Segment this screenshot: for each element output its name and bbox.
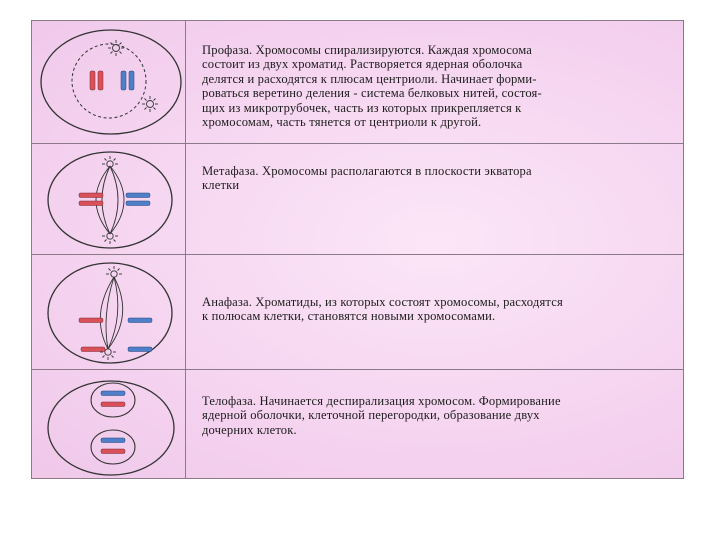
row-metaphase [32,144,683,255]
mitosis-phases-table [31,20,684,479]
chromosome-red [90,71,103,90]
cell-membrane [48,263,172,363]
prophase-description: Профаза. Хромосомы спирализируются. Каждая хромосома состоит из двух хроматид. Растворяется ядерная оболочка делятся и расходятся к плюсам центриоли. Начинает форми- роваться веретино деления - система белковых нитей, состоя- щих из микротрубочек, часть из которых прикрепляется к хромосомам, часть тянется от центриоли к другой. [202,43,542,130]
anaphase-illustration [32,255,186,369]
chromatid-red-top [79,318,103,323]
anaphase-description: Анафаза. Хроматиды, из которых состоят хромосомы, расходятся к полюсам клетки, становятся новыми хромосомами. [202,295,563,324]
chromatid-blue-bottom [128,347,152,352]
row-anaphase [32,255,683,370]
telophase-illustration [32,370,186,478]
metaphase-illustration [32,144,186,254]
chromosome-red [79,193,103,206]
spindle-fibers [96,166,124,234]
centriole-sun-icon [106,266,122,277]
chromosome-blue [121,71,134,90]
prophase-illustration [32,21,186,143]
chromosome-blue [126,193,150,206]
chromosome-red [101,449,125,454]
row-telophase [32,370,683,478]
chromosome-blue [101,391,125,396]
metaphase-description: Метафаза. Хромосомы располагаются в плоскости экватора клетки [202,164,532,193]
row-prophase [32,21,683,144]
chromatid-red-bottom [81,347,105,352]
daughter-nucleus-bottom [91,430,135,464]
centriole-sun-icon [102,233,118,244]
daughter-nucleus-top [91,383,135,417]
chromatid-blue-top [128,318,152,323]
nuclear-envelope [72,44,146,118]
telophase-description: Телофаза. Начинается деспирализация хромосом. Формирование ядерной оболочки, клеточной перегородки, образование двух дочерних клеток. [202,394,561,437]
spindle-fibers [100,277,122,349]
centriole-sun-icon [102,156,118,167]
chromosome-red [101,402,125,407]
centriole-sun-icon [142,96,158,112]
centriole-sun-icon [108,40,124,56]
chromosome-blue [101,438,125,443]
